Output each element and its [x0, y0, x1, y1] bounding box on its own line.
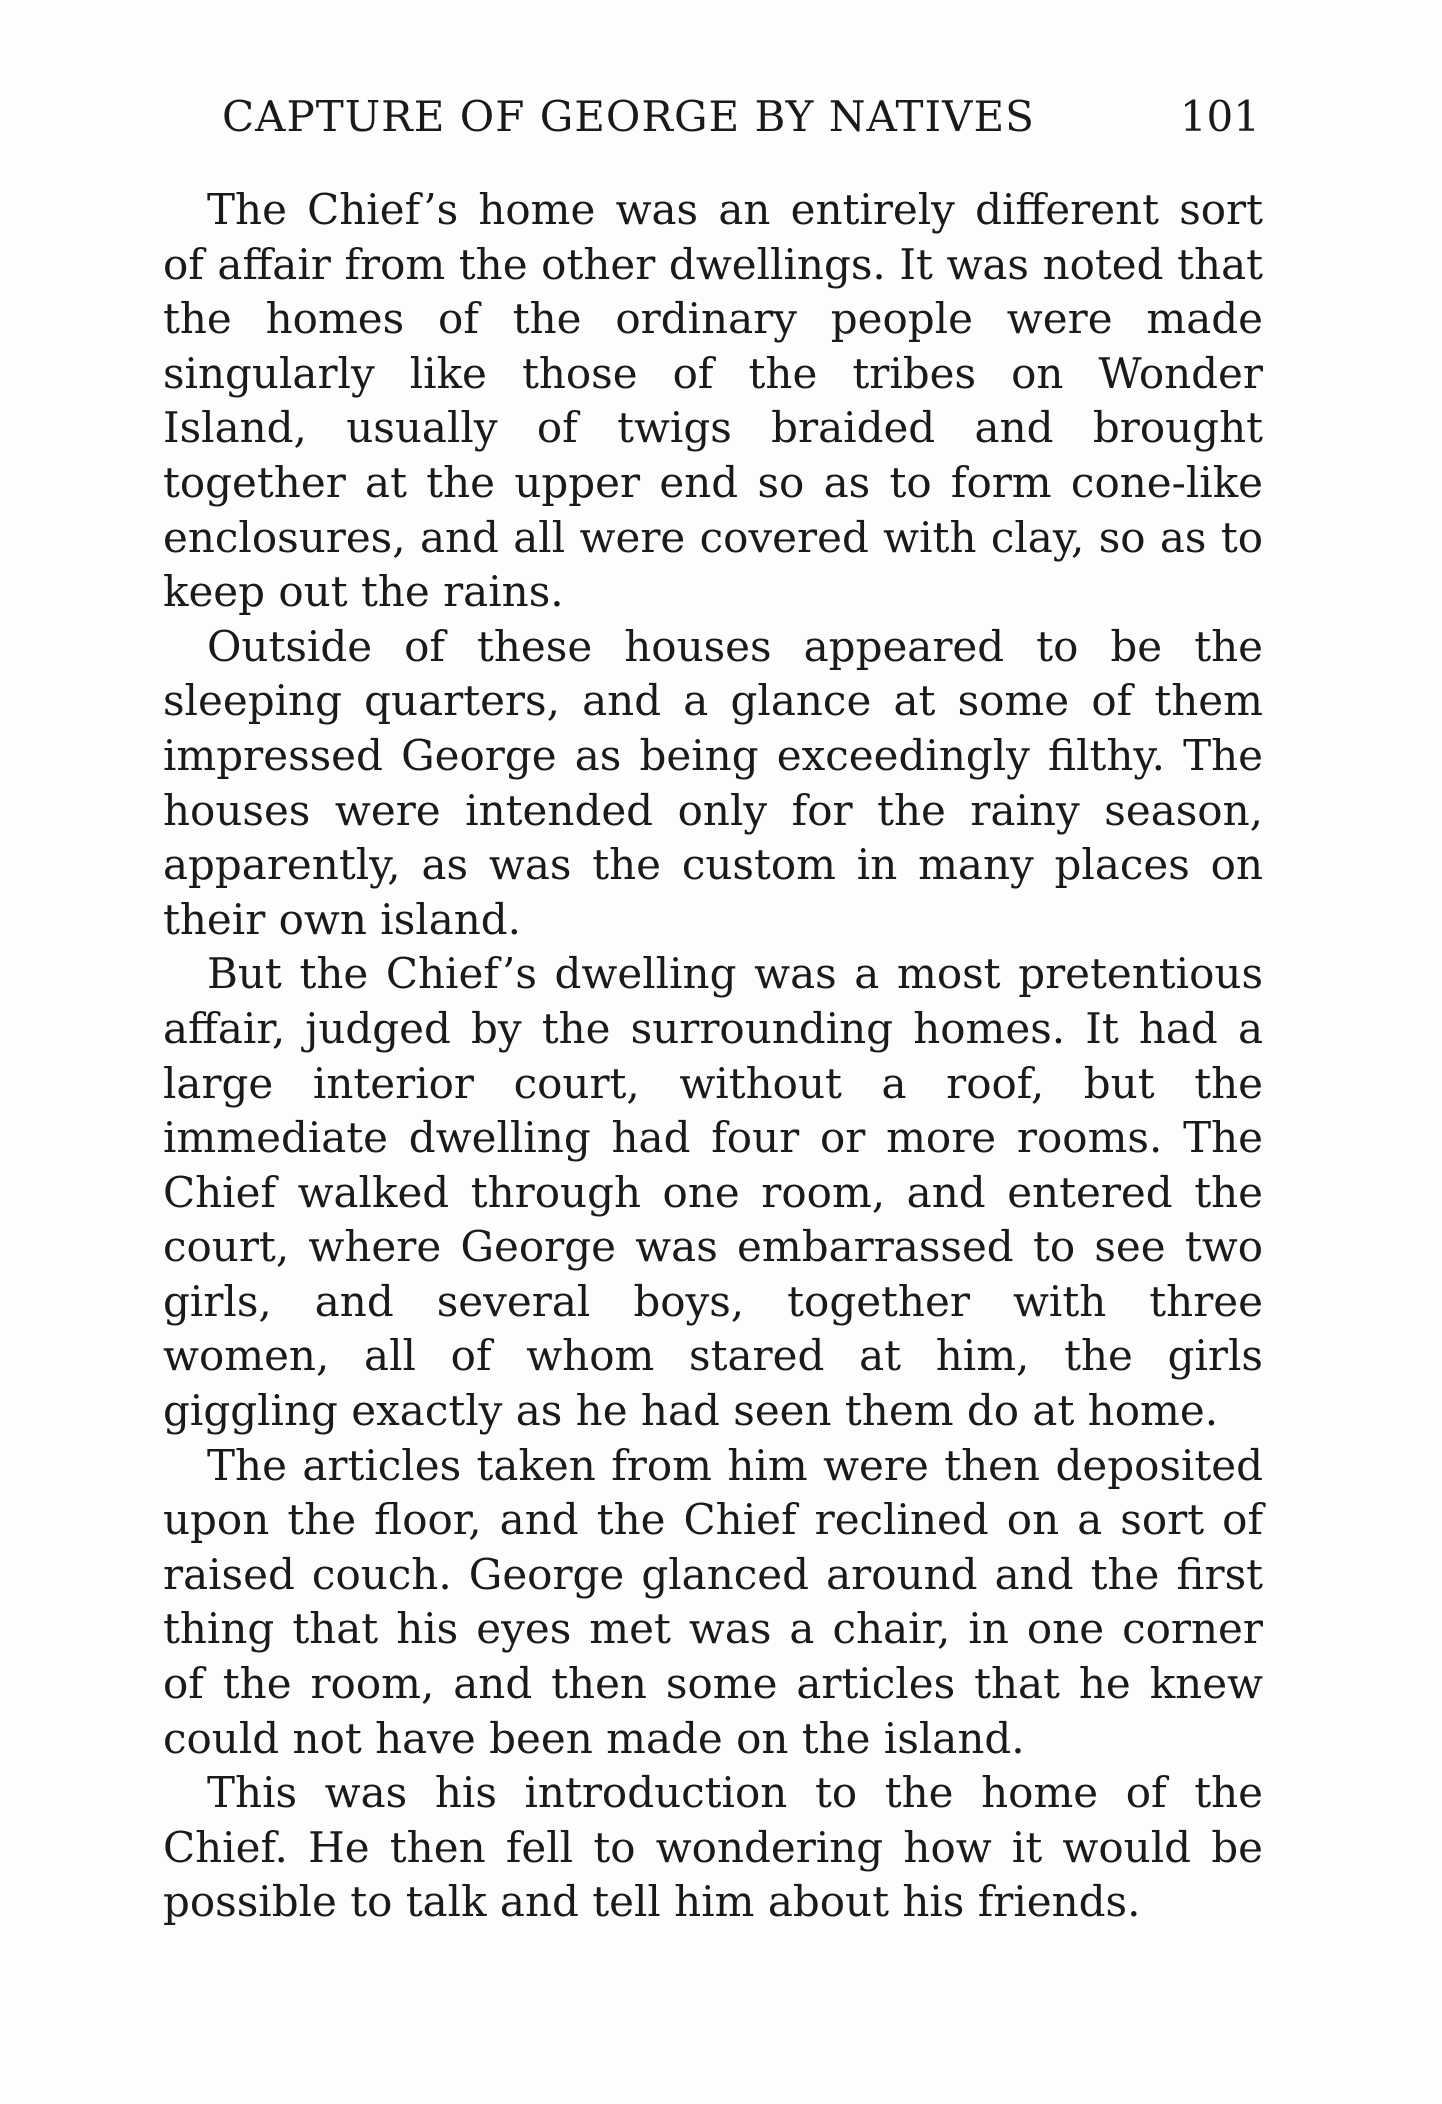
paragraph: The articles taken from him were then deposited upon the floor, and the Chief reclined on a sort of raised couch. George glanced around and the first thing that his eyes met was a chair, in one corner of the room, and then some articles that he knew could not have been made on the island.	[163, 1440, 1263, 1763]
paragraph: Outside of these houses appeared to be the sleeping quarters, and a glance at some of them impressed George as being exceedingly filthy. The houses were intended only for the rainy season, apparently, as was the custom in many places on their own island.	[163, 621, 1263, 944]
page-number: 101	[1179, 92, 1260, 141]
paragraph: This was his introduction to the home of the Chief. He then fell to wondering how it would be possible to talk and tell him about his friends.	[163, 1768, 1263, 1927]
paragraph: But the Chief’s dwelling was a most pretentious affair, judged by the surrounding homes. It had a large interior court, without a roof, but the immediate dwelling had four or more rooms. The Chief walked through one room, and entered the court, where George was embarrassed to see two girls, and several boys, together with three women, all of whom stared at him, the girls giggling exactly as he had seen them do at home.	[163, 949, 1263, 1436]
paragraph: The Chief’s home was an entirely different sort of affair from the other dwellings. It was noted that the homes of the ordinary people were made singularly like those of the tribes on Wonder Island, usually of twigs braided and brought together at the upper end so as to form cone-like enclosures, and all were covered with clay, so as to keep out the rains.	[163, 185, 1263, 617]
running-header	[222, 92, 1260, 162]
running-title: CAPTURE OF GEORGE BY NATIVES	[222, 92, 1035, 141]
body-text	[163, 183, 1263, 1930]
